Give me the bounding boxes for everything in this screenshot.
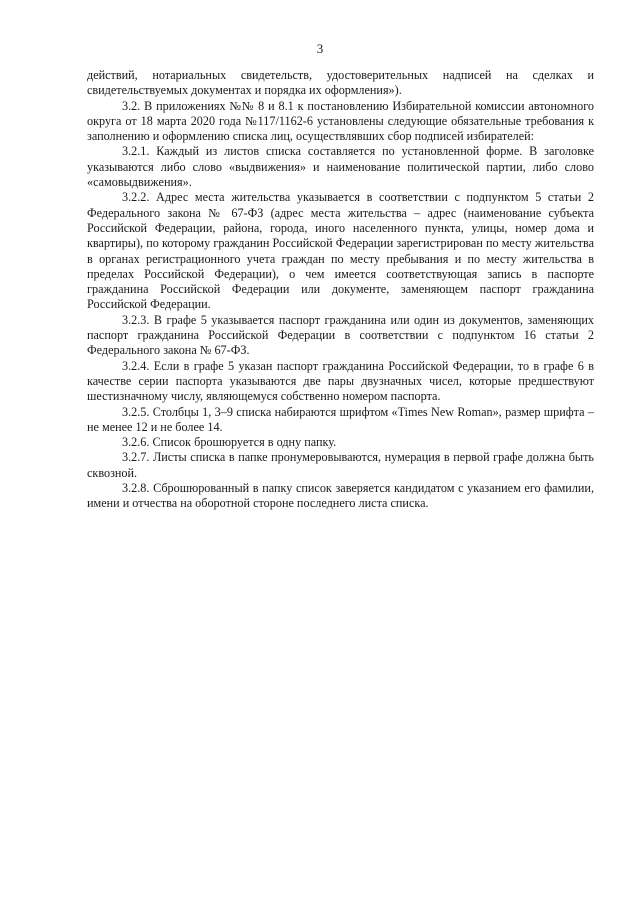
document-body <box>87 68 594 512</box>
paragraph-continuation: действий, нотариальных свидетельств, удостоверительных надписей на сделках и свидетельствуемых документах и порядка их оформления»). <box>87 68 594 98</box>
paragraph-3-2: 3.2. В приложениях №№ 8 и 8.1 к постановлению Избирательной комиссии автономного округа от 18 марта 2020 года №117/1162-6 установлены следующие обязательные требования к заполнению и оформлению списка лиц, осуществлявших сбор подписей избирателей: <box>87 98 594 144</box>
paragraph-3-2-8: 3.2.8. Сброшюрованный в папку список заверяется кандидатом с указанием его фамилии, имени и отчества на оборотной стороне последнего листа списка. <box>87 481 594 511</box>
paragraph-3-2-3: 3.2.3. В графе 5 указывается паспорт гражданина или один из документов, заменяющих паспорт гражданина Российской Федерации в соответствии с подпунктом 16 статьи 2 Федерального закона № 67-ФЗ. <box>87 312 594 358</box>
paragraph-3-2-1: 3.2.1. Каждый из листов списка составляется по установленной форме. В заголовке указываются либо слово «выдвижения» и наименование политической партии, либо слово «самовыдвижения». <box>87 144 594 190</box>
paragraph-3-2-4: 3.2.4. Если в графе 5 указан паспорт гражданина Российской Федерации, то в графе 6 в качестве серии паспорта указываются две пары двузначных чисел, которые предшествуют шестизначному числу, являющемуся собственно номером паспорта. <box>87 358 594 404</box>
paragraph-3-2-2: 3.2.2. Адрес места жительства указывается в соответствии с подпунктом 5 статьи 2 Федерального закона № 67-ФЗ (адрес места жительства – адрес (наименование субъекта Российской Федерации, района, города, иного населенного пункта, улицы, номер дома и квартиры), по которому гражданин Российской Федерации зарегистрирован по месту жительства в органах регистрационного учета граждан по месту пребывания и по месту жительства в пределах Российской Федерации), о чем имеется соответствующая запись в паспорте гражданина Российской Федерации или документе, заменяющем паспорт гражданина Российской Федерации. <box>87 190 594 312</box>
paragraph-3-2-7: 3.2.7. Листы списка в папке пронумеровываются, нумерация в первой графе должна быть сквозной. <box>87 450 594 480</box>
page-number: 3 <box>316 41 324 56</box>
paragraph-3-2-5: 3.2.5. Столбцы 1, 3–9 списка набираются шрифтом «Times New Roman», размер шрифта – не менее 12 и не более 14. <box>87 404 594 434</box>
paragraph-3-2-6: 3.2.6. Список брошюруется в одну папку. <box>122 435 337 450</box>
